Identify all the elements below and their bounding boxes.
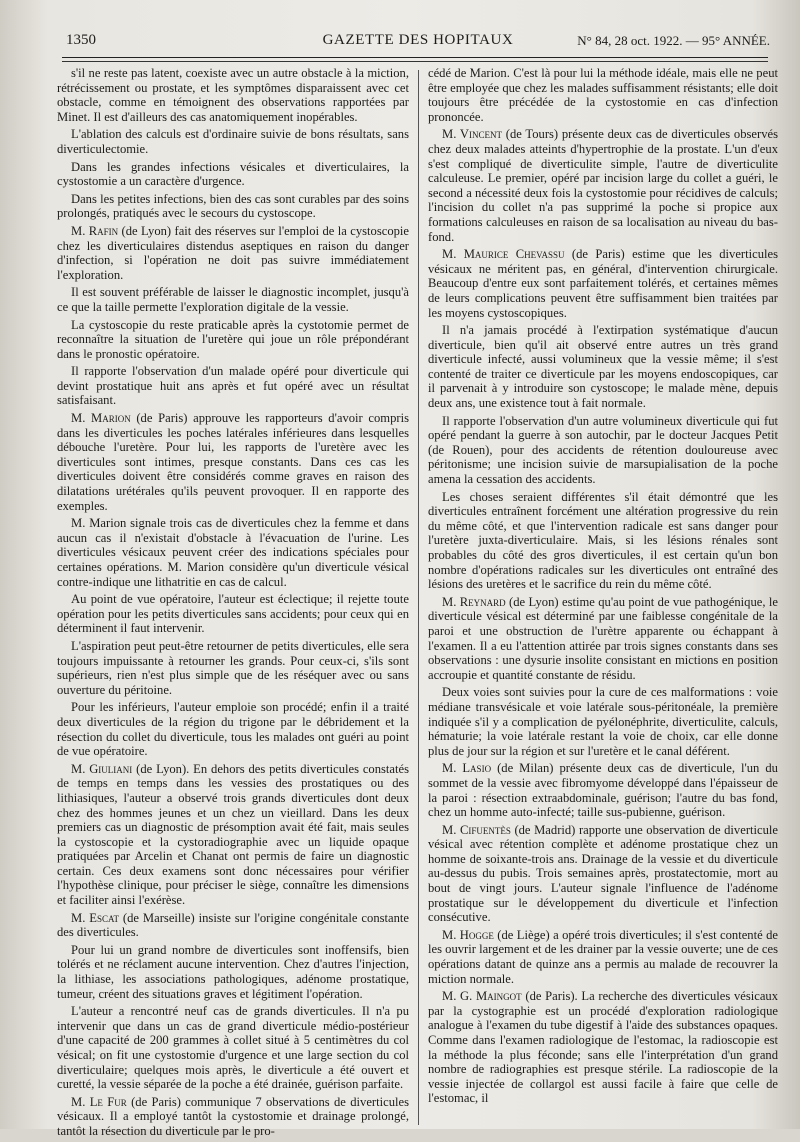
- paragraph: [57, 160, 409, 189]
- speaker-name: M. Cifuentès: [442, 822, 511, 837]
- paragraph-text: La cystoscopie du reste praticable après la cystotomie permet de reconnaître la situation de l'uretère qui joue un rôle prépondérant dans le pronostic opératoire.: [57, 317, 409, 361]
- paragraph-text: Au point de vue opératoire, l'auteur est éclectique; il rejette toute opération pour les petits diverticules sans accidents; pour ceux qui en déterminent il faut intervenir.: [57, 592, 409, 636]
- paragraph: [428, 685, 778, 758]
- paragraph: [428, 595, 778, 683]
- paragraph-text: (de Paris) communique 7 observations de diverticules vésicaux. Il a employé tantôt la cystostomie et drainage prolongé, tantôt la résection du diverticule par le pro-: [57, 1094, 409, 1138]
- paragraph: [57, 411, 409, 513]
- paragraph-text: cédé de Marion. C'est là pour lui la méthode idéale, mais elle ne peut être employée que chez les malades suffisamment résistants; elle doit toujours être précédée de la cystostomie en cas d'infection prononcée.: [428, 66, 778, 124]
- paragraph: [428, 414, 778, 487]
- paragraph: [57, 516, 409, 589]
- paragraph: [428, 490, 778, 592]
- paragraph-text: (de Paris) estime que les diverticules vésicaux ne méritent pas, en général, d'intervention chirurgicale. Beaucoup d'entre eux sont parfaitement tolérés, et certaines mêmes de leurs complications peuvent être suffisamment bien traitées par les moyens cystoscopiques.: [428, 247, 778, 320]
- paragraph: [57, 639, 409, 697]
- paragraph-text: (de Lyon) estime qu'au point de vue pathogénique, le diverticule vésical est déterminé par une faiblesse congénitale de la paroi et une obstruction de l'urètre apparente ou échappant à l'examen. Il a eu l'attention attirée par trois signes constants dans ses observations : une dysurie insolite consistant en mictions en position accroupie et quantité constante de résidu.: [428, 594, 778, 682]
- right-column: [428, 66, 778, 1109]
- paragraph-text: Dans les petites infections, bien des cas sont curables par des soins prolongés, pratiqués avec le secours du cystoscope.: [57, 191, 409, 221]
- speaker-name: M. Lasio: [442, 761, 492, 776]
- column-divider: [418, 70, 419, 1125]
- paragraph: [57, 127, 409, 156]
- paragraph: [428, 989, 778, 1106]
- speaker-name: M. Giuliani: [71, 761, 133, 776]
- speaker-name: M. Escat: [71, 910, 119, 925]
- paragraph: [428, 127, 778, 244]
- speaker-name: M. G. Maingot: [442, 989, 522, 1004]
- speaker-name: M. Marion: [71, 411, 131, 426]
- paragraph-text: Il n'a jamais procédé à l'extirpation systématique d'aucun diverticule, bien qu'il ait observé entre autres un très grand diverticule infecté, aussi volumineux que la vessie même; il s'est contenté de traiter ce diverticule par les moyens endoscopiques, car il parvenait à y introduire son cystoscope; le malade mène, depuis deux ans, une existence tout à fait normale.: [428, 323, 778, 411]
- paragraph: [57, 1004, 409, 1092]
- paragraph-text: Il rapporte l'observation d'un autre volumineux diverticule qui fut opéré pendant la guerre à son autochir, par le docteur Jacques Petit (de Rouen), pour des accidents de rétention douloureuse avec péritonisme; une incision suivie de marsupialisation de la poche amena la cessation des accidents.: [428, 413, 778, 487]
- page-number: 1350: [66, 32, 96, 48]
- paragraph-text: L'auteur a rencontré neuf cas de grands diverticules. Il n'a pu intervenir que dans un cas de grand diverticule médio-postérieur d'une capacité de 200 grammes à collet situé à 5 centimètres du col vésical; on fit une cystostomie d'urgence et une large section du col diverticulaire; quelques mois après, le diverticule a été ouvert et curetté, la vessie séparée de la poche a été drainée, guérison parfaite.: [57, 1004, 409, 1092]
- paragraph: [57, 943, 409, 1001]
- paragraph: [428, 323, 778, 411]
- paragraph: [57, 1095, 409, 1139]
- paragraph: [57, 224, 409, 282]
- paragraph: [428, 66, 778, 124]
- paragraph: [57, 66, 409, 124]
- paragraph: [57, 318, 409, 362]
- paragraph-text: (de Milan) présente deux cas de diverticule, l'un du sommet de la vessie avec fibromyome développé dans l'épaisseur de la paroi : résection extraabdominale, guérison; l'autre du bas fond, chez un homme auto-infecté; taille sus-pubienne, guérison.: [428, 761, 778, 820]
- paragraph-text: (de Paris). La recherche des diverticules vésicaux par la cystographie est un procédé d'exploration radiologique analogue à l'examen du tube digestif à l'aide des substances opaques. Comme dans l'examen radiologique de l'estomac, la radioscopie est la méthode la plus féconde; sans elle l'interprétation d'un grand nombre de radiographies est presque stérile. La radioscopie de la vessie injectée de collargol est aussi facile à faire que celle de l'estomac, il: [428, 989, 778, 1106]
- page-header: [66, 26, 770, 54]
- paragraph-text: L'ablation des calculs est d'ordinaire suivie de bons résultats, sans diverticulectomie.: [57, 127, 409, 156]
- paragraph-text: (de Marseille) insiste sur l'origine congénitale constante des diverticules.: [57, 910, 409, 940]
- paragraph-text: Pour les inférieurs, l'auteur emploie son procédé; enfin il a traité deux diverticules de la région du trigone par le débridement et la résection du collet du diverticule, tous les malades ont guéri au point de vue opératoire.: [57, 700, 409, 759]
- header-rule-thin: [62, 61, 768, 62]
- paragraph: [57, 592, 409, 636]
- paragraph-text: (de Madrid) rapporte une observation de diverticule vésical avec rétention complète et adénome prostatique chez un homme de soixante-trois ans. Drainage de la vessie et du diverticule au-dessus du pubis. Trois semaines après, prostatectomie, mort au bout de vingt jours. L'auteur signale l'influence de l'adénome prostatique sur le développement du diverticule et l'infection consécutive.: [428, 822, 778, 925]
- speaker-name: M. Maurice Chevassu: [442, 247, 565, 262]
- paragraph-text: M. Marion signale trois cas de diverticules chez la femme et dans aucun cas il n'existait d'obstacle à l'évacuation de l'urine. Les diverticules vésicaux peuvent créer des indications spéciales pour certaines opérations. M. Marion considère qu'un diverticule vésical contre-indique une lithatritie en cas de calcul.: [57, 516, 409, 589]
- paragraph-text: Deux voies sont suivies pour la cure de ces malformations : voie médiane transvésicale et voie latérale sous-péritonéale, la première indiquée s'il y a complication de pyélonéphrite, diverticulite, calculs, hématurie; la voie latérale restant la voie de choix, car elle donne plus de jour sur la région et sur l'uretère et le canal déférent.: [428, 685, 778, 758]
- paragraph: [57, 762, 409, 908]
- paragraph-text: Il rapporte l'observation d'un malade opéré pour diverticule qui devint prostatique huit ans après et fut opéré avec un résultat satisfaisant.: [57, 364, 409, 408]
- speaker-name: M. Rafin: [71, 223, 119, 238]
- paragraph: [428, 928, 778, 986]
- journal-title: GAZETTE DES HOPITAUX: [322, 32, 514, 48]
- paragraph-text: (de Tours) présente deux cas de diverticules observés chez deux malades atteints d'hypertrophie de la prostate. L'un d'eux s'est compliqué de diverticulite simple, l'autre de diverticulite calculeuse. Le premier, opéré par incision large du collet a guéri, le second a nécessité deux fois la cystostomie pour récidives de calculs; l'incision du collet n'a pas supprimé la poche si propice aux formations calculeuses en raison de sa localisation au niveau du bas-fond.: [428, 127, 778, 244]
- speaker-name: M. Le Fur: [71, 1094, 127, 1109]
- left-column: [57, 66, 409, 1142]
- paragraph-text: (de Liège) a opéré trois diverticules; il s'est contenté de les ouvrir largement et de les drainer par la vessie ouverte; une de ces opérations datant de quinze ans a permis au malade de recouvrer la miction normale.: [428, 927, 778, 986]
- speaker-name: M. Vincent: [442, 127, 502, 142]
- paragraph: [428, 823, 778, 925]
- paragraph-text: (de Lyon) fait des réserves sur l'emploi de la cystoscopie chez les diverticulaires distendus aseptiques en raison du danger d'infection, si l'opération ne doit pas suivre immédiatement l'exploration.: [57, 223, 409, 282]
- paragraph: [428, 761, 778, 819]
- paragraph-text: Dans les grandes infections vésicales et diverticulaires, la cystostomie a un caractère d'urgence.: [57, 159, 409, 189]
- paragraph-text: L'aspiration peut peut-être retourner de petits diverticules, elle sera toujours impuissante à retourner les grands. Pour ceux-ci, s'ils sont supérieurs, rien n'est plus simple que de les réséquer avec ou sans ouverture du péritoine.: [57, 638, 409, 697]
- paragraph: [57, 364, 409, 408]
- paragraph-text: (de Paris) approuve les rapporteurs d'avoir compris dans les diverticules les poches latérales inférieures dans lesquelles débouche l'uretère. Pour lui, les rapports de l'uretère avec les diverticules sont intimes, presque constants. Dans ces cas les diverticules doivent être considérés comme graves en raison des dilatations urétérales qu'ils peuvent provoquer. Il en rapporte des exemples.: [57, 411, 409, 513]
- speaker-name: M. Hogge: [442, 927, 494, 942]
- paragraph-text: Pour lui un grand nombre de diverticules sont inoffensifs, bien tolérés et ne réclament aucune intervention. Chez d'autres l'injection, la lithiase, les associations pathologiques, adénome prostatique, tumeur, créent des situations graves et légitiment l'opération.: [57, 942, 409, 1001]
- header-rule: [62, 57, 768, 58]
- paragraph-text: Il est souvent préférable de laisser le diagnostic incomplet, jusqu'à ce que la taille permette l'exploration digitale de la vessie.: [57, 285, 409, 314]
- paragraph: [57, 285, 409, 314]
- paragraph-text: Les choses seraient différentes s'il était démontré que les diverticules entraînent forcément une altération progressive du rein du même côté, et que l'intervention radicale est sans danger pour l'uretère juxta-diverticulaire. Mais, si les lésions rénales sont probables du côté des gros diverticules, il est certain qu'un bon nombre d'opérations radicales sur les diverticules ont entraîné des lésions des uretères et le sacrifice du rein du même côté.: [428, 489, 778, 592]
- paragraph-text: s'il ne reste pas latent, coexiste avec un autre obstacle à la miction, rétrécissement ou prostate, et les symptômes disparaissent avec cet obstacle, comme en témoignent des observations rapportées par Minet. Il est d'ailleurs des cas anatomiquement inopérables.: [57, 66, 409, 124]
- paragraph: [57, 192, 409, 221]
- issue-info: N° 84, 28 oct. 1922. — 95° ANNÉE.: [577, 33, 770, 48]
- paragraph-text: (de Lyon). En dehors des petits diverticules constatés de temps en temps dans les vessies des prostatiques ou des lithiasiques, l'auteur a observé trois grands diverticules dont deux chez des hommes jeunes et un chez un vieillard. Dans les deux premiers cas un diagnostic de présomption avait été fait, mais seules la cystoscopie et la cystoradiographie avec un liquide opaque pratiquées par Arcelin et Chanat ont permis de faire un diagnostic certain. Ces deux examens sont donc nécessaires pour vérifier l'hypothèse clinique, pour préciser le siège, connaître les dimensions et faciliter ainsi l'exérèse.: [57, 761, 409, 908]
- speaker-name: M. Reynard: [442, 594, 506, 609]
- paragraph: [428, 247, 778, 320]
- paragraph: [57, 700, 409, 758]
- paragraph: [57, 911, 409, 940]
